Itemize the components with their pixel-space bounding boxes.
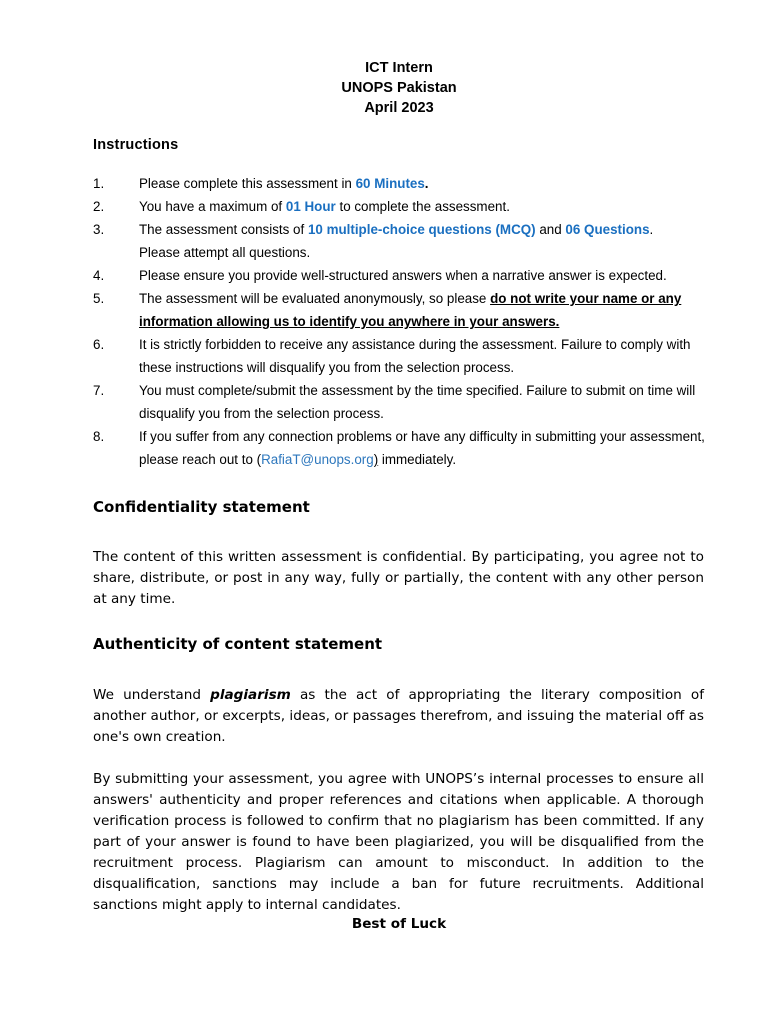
document-header: [0, 58, 768, 118]
instructions-heading: Instructions: [93, 137, 179, 153]
instructions-list: [93, 172, 713, 471]
list-item: [93, 264, 713, 287]
closing-remark: Best of Luck: [351, 916, 447, 932]
item-text: and: [535, 222, 566, 237]
header-organization: UNOPS Pakistan: [341, 80, 457, 96]
submission-agreement: By submitting your assessment, you agree with UNOPS’s internal processes to ensure all answers' authenticity and proper references and citations when applicable. A thorough verification process is followed to confirm that no plagiarism has been committed. If any part of your answer is found to have been plagiarized, you will be disqualified from the recruitment process. Plagiarism can amount to misconduct. In addition to the disqualification, sanctions may include a ban for future recruitments. Additional sanctions might apply to internal candidates.: [93, 771, 704, 913]
list-item: [93, 172, 713, 195]
item-number: 2.: [93, 199, 105, 214]
item-number: 1.: [93, 176, 105, 191]
item-text: You have a maximum of: [139, 199, 286, 214]
highlight-mcq-count: 10 multiple-choice questions (MCQ): [307, 222, 536, 237]
item-text: to complete the assessment.: [335, 199, 510, 214]
confidentiality-heading: Confidentiality statement: [93, 498, 310, 516]
item-text: If you suffer from any connection problems or have any difficulty in submitting your assessment, please reach out to (: [139, 429, 705, 467]
paragraph-text: We understand: [93, 687, 211, 703]
item-text: ): [373, 452, 379, 467]
list-item: [93, 425, 713, 471]
plagiarism-term: plagiarism: [210, 687, 291, 703]
item-text: Please ensure you provide well-structured answers when a narrative answer is expected.: [139, 268, 667, 283]
highlight-duration: 60 Minutes: [355, 176, 425, 191]
plagiarism-definition: [93, 685, 704, 748]
item-text: .: [424, 176, 429, 191]
contact-email-link[interactable]: RafiaT@unops.org: [261, 452, 374, 467]
list-item: [93, 333, 713, 379]
header-date: April 2023: [364, 100, 434, 116]
item-text: The assessment will be evaluated anonymously, so please: [139, 291, 491, 306]
item-text: You must complete/submit the assessment by the time specified. Failure to submit on time will disqualify you from the selection process.: [139, 383, 696, 421]
authenticity-heading: Authenticity of content statement: [93, 635, 383, 653]
item-text: It is strictly forbidden to receive any assistance during the assessment. Failure to comply with these instructions will disqualify you from the selection process.: [139, 337, 691, 375]
highlight-max-time: 01 Hour: [285, 199, 336, 214]
list-item: [93, 287, 713, 333]
confidentiality-body: The content of this written assessment is confidential. By participating, you agree not to share, distribute, or post in any way, fully or partially, the content with any other person at any time.: [93, 549, 704, 607]
item-number: 3.: [93, 222, 105, 237]
list-item: [93, 379, 713, 425]
item-text: .: [649, 222, 654, 237]
list-item: [93, 218, 713, 264]
item-number: 4.: [93, 268, 105, 283]
item-number: 5.: [93, 291, 105, 306]
item-text: Please attempt all questions.: [139, 245, 311, 260]
item-number: 8.: [93, 429, 105, 444]
item-text: The assessment consists of: [139, 222, 308, 237]
item-text: immediately.: [378, 452, 457, 467]
list-item: [93, 195, 713, 218]
header-position-title: ICT Intern: [365, 60, 433, 76]
item-text: Please complete this assessment in: [139, 176, 356, 191]
anonymity-warning: do not write your name or any information allowing us to identify you anywhere in your answers.: [139, 291, 682, 329]
item-number: 7.: [93, 383, 105, 398]
highlight-question-count: 06 Questions: [565, 222, 650, 237]
paragraph-text: as the act of appropriating the literary composition of another author, or excerpts, ideas, or passages therefrom, and issuing the material off as one's own creation.: [93, 687, 705, 745]
item-number: 6.: [93, 337, 105, 352]
